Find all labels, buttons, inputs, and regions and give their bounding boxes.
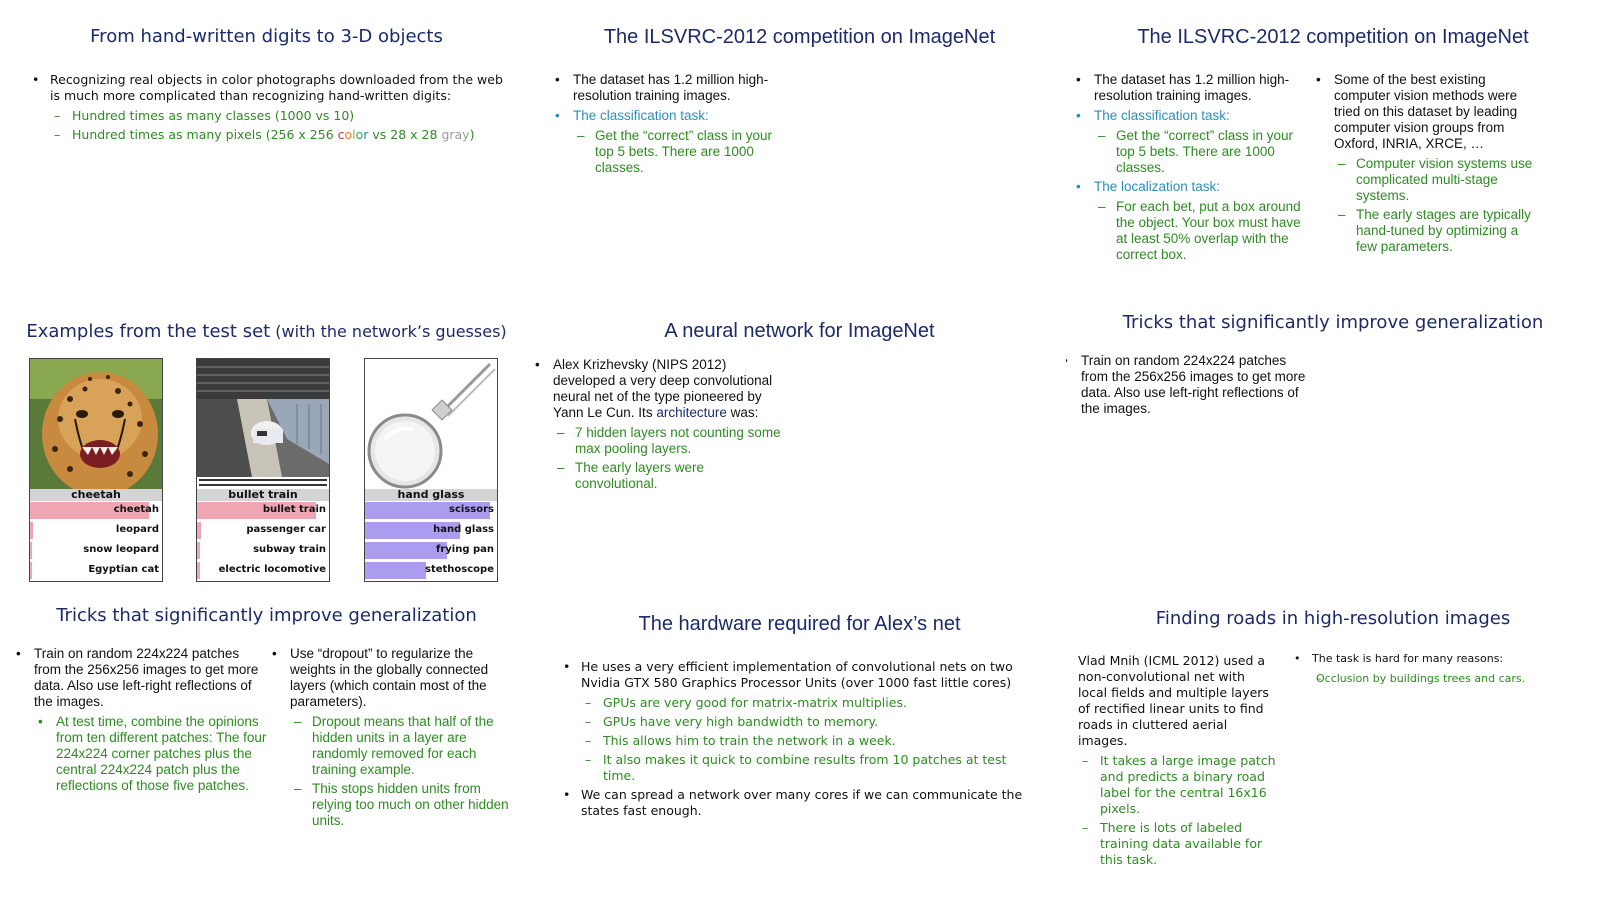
slide-tricks-2 <box>0 600 533 899</box>
sub-bullet <box>30 127 510 143</box>
bullet: • He uses a very efficient implementation of convolutional nets on two Nvidia GTX 580 Graphics Processor Units (over 1000 fast little cores) <box>561 659 1031 691</box>
slide-title: From hand-written digits to 3-D objects <box>90 26 443 47</box>
guess-label: passenger car <box>246 524 326 535</box>
bullet <box>533 357 783 421</box>
guess-bar <box>30 561 162 580</box>
text-fragment: Alex Krizhevsky (NIPS 2012) developed a very deep convolutional neural net of the type pioneered by Yann Le Cun. Its <box>553 357 773 420</box>
guess-bar <box>365 501 497 520</box>
slide-title: A neural network for ImageNet <box>664 320 935 342</box>
guess-bar <box>365 521 497 540</box>
cheetah-photo <box>30 359 162 489</box>
guess-label: snow leopard <box>83 544 159 555</box>
bullet: • The dataset has 1.2 million high-resolution training images. <box>553 72 793 104</box>
guess-bar <box>197 541 329 560</box>
guess-bar <box>30 501 162 520</box>
sub-bullet: – GPUs have very high bandwidth to memory. <box>561 714 1031 730</box>
slide-title: The hardware required for Alex’s net <box>638 613 961 635</box>
slide-neural-net-imagenet <box>533 300 1066 600</box>
text-fragment: ) <box>469 127 475 142</box>
guess-score-fill <box>197 562 200 579</box>
slide-body-right <box>1314 72 1540 258</box>
sub-bullet: – This allows him to train the network in a week. <box>561 733 1031 749</box>
sub-bullet: – Computer vision systems use complicated multi-stage systems. <box>1314 156 1540 204</box>
guess-score-fill <box>30 562 32 579</box>
slide-body-right <box>1292 651 1542 690</box>
color-letter: o <box>355 127 364 142</box>
slide-ilsvrc-2 <box>1066 0 1600 300</box>
guess-score-fill <box>365 542 447 559</box>
slide-body <box>533 357 783 495</box>
sub-bullet: – GPUs are very good for matrix-matrix multiplies. <box>561 695 1031 711</box>
guess-bar <box>197 501 329 520</box>
slide-body-left <box>1074 72 1310 266</box>
slide-finding-roads <box>1066 600 1600 899</box>
bullet: • The localization task: <box>1074 179 1310 195</box>
slide-tricks-1 <box>1066 300 1600 600</box>
sub-bullet: – There is lots of labeled training data available for this task. <box>1066 820 1278 868</box>
guess-label: hand glass <box>433 524 494 535</box>
title-paren: (with the network’s guesses) <box>270 322 507 341</box>
guess-bar <box>30 541 162 560</box>
guess-bar <box>197 561 329 580</box>
sub-bullet: – Occlusion by buildings trees and cars. <box>1292 671 1542 687</box>
true-label: cheetah <box>30 489 162 501</box>
slide-body-left <box>14 646 269 797</box>
bullet: • The task is hard for many reasons: <box>1292 651 1542 667</box>
bullet: • We can spread a network over many cores if we can communicate the states fast enough. <box>561 787 1031 819</box>
guess-bar <box>30 521 162 540</box>
text-fragment: vs 28 x 28 <box>368 127 442 142</box>
guess-score-fill <box>197 522 201 539</box>
sub-bullet: – It takes a large image patch and predicts a binary road label for the central 16x16 pixels. <box>1066 753 1278 817</box>
guess-label: bullet train <box>262 504 326 515</box>
hand-glass-photo <box>365 359 497 489</box>
slide-body <box>1066 353 1306 421</box>
guess-bar <box>365 541 497 560</box>
bullet-train-photo <box>197 359 329 489</box>
slide-title <box>0 321 533 342</box>
guess-score-fill <box>365 562 426 579</box>
highlight-word: architecture <box>656 405 727 420</box>
slide-body <box>553 72 793 179</box>
sub-bullet: – Dropout means that half of the hidden units in a layer are randomly removed for each training example. <box>270 714 510 778</box>
guess-label: subway train <box>253 544 326 555</box>
bullet: • Some of the best existing computer vision methods were tried on this dataset by leading computer vision groups from Oxford, INRIA, XRCE, … <box>1314 72 1540 152</box>
bullet: • The classification task: <box>1074 108 1310 124</box>
bullet: • Train on random 224x224 patches from the 256x256 images to get more data. Also use left-right reflections of the images. <box>14 646 269 710</box>
slide-title: Tricks that significantly improve generalization <box>1122 312 1544 333</box>
slide-body-left <box>1066 653 1278 871</box>
slide-title: Finding roads in high-resolution images <box>1155 608 1511 629</box>
slide-body <box>30 72 510 146</box>
slide-ilsvrc-1 <box>533 0 1066 300</box>
sub-bullet: • At test time, combine the opinions from ten different patches: The four 224x224 corner patches plus the central 224x224 patch plus the reflections of those five patches. <box>14 714 269 794</box>
guess-score-fill <box>197 542 200 559</box>
sub-bullet: – It also makes it quick to combine results from 10 patches at test time. <box>561 752 1031 784</box>
sub-bullet: – For each bet, put a box around the object. Your box must have at least 50% overlap with the correct box. <box>1074 199 1310 263</box>
guess-bar <box>197 521 329 540</box>
sub-bullet: – The early layers were convolutional. <box>533 460 783 492</box>
bullet: • The dataset has 1.2 million high-resolution training images. <box>1074 72 1310 104</box>
slide-body <box>561 659 1031 823</box>
sub-bullet: – Get the “correct” class in your top 5 bets. There are 1000 classes. <box>1074 128 1310 176</box>
gray-word: gray <box>441 127 470 142</box>
guess-label: electric locomotive <box>218 564 326 575</box>
slide-title: Tricks that significantly improve generalization <box>56 605 477 626</box>
slide-title: The ILSVRC-2012 competition on ImageNet <box>1137 26 1529 48</box>
bullet: • Train on random 224x224 patches from the 256x256 images to get more data. Also use left-right reflections of the images. <box>1066 353 1306 417</box>
text-fragment: Hundred times as many pixels (256 x 256 <box>72 127 338 142</box>
sub-bullet: – 7 hidden layers not counting some max pooling layers. <box>533 425 783 457</box>
guess-label: frying pan <box>435 544 494 555</box>
guess-score-fill <box>30 542 32 559</box>
sub-bullet: – Get the “correct” class in your top 5 bets. There are 1000 classes. <box>553 128 793 176</box>
color-letter: o <box>344 127 353 142</box>
text-fragment: was: <box>726 405 759 420</box>
example-panel-bullet-train <box>196 358 330 582</box>
slide-digits-to-objects <box>0 0 533 300</box>
guess-score-fill <box>30 522 33 539</box>
sub-bullet: – Hundred times as many classes (1000 vs 10) <box>30 108 510 124</box>
slide-title: The ILSVRC-2012 competition on ImageNet <box>603 26 996 48</box>
guess-label: leopard <box>115 524 159 535</box>
slide-body-right <box>270 646 510 832</box>
guess-label: scissors <box>449 504 494 515</box>
true-label: bullet train <box>197 489 329 501</box>
guess-bar <box>365 561 497 580</box>
example-panel-cheetah <box>29 358 163 582</box>
guess-label: stethoscope <box>425 564 494 575</box>
example-panel-hand-glass <box>364 358 498 582</box>
guess-label: Egyptian cat <box>88 564 159 575</box>
guess-label: cheetah <box>113 504 159 515</box>
title-main: Examples from the test set <box>26 321 271 342</box>
color-letter: l <box>352 127 356 142</box>
color-letter: r <box>363 127 369 142</box>
color-letter: c <box>337 127 345 142</box>
sub-bullet: – The early stages are typically hand-tuned by optimizing a few parameters. <box>1314 207 1540 255</box>
bullet: • Recognizing real objects in color photographs downloaded from the web is much more complicated than recognizing hand-written digits: <box>30 72 510 104</box>
true-label: hand glass <box>365 489 497 501</box>
bullet: • Vlad Mnih (ICML 2012) used a non-convolutional net with local fields and multiple layers of rectified linear units to find roads in cluttered aerial images. <box>1066 653 1278 749</box>
bullet: • The classification task: <box>553 108 793 124</box>
slide-hardware <box>533 600 1066 899</box>
sub-bullet: – This stops hidden units from relying too much on other hidden units. <box>270 781 510 829</box>
bullet: • Use “dropout” to regularize the weights in the globally connected layers (which contain most of the parameters). <box>270 646 510 710</box>
